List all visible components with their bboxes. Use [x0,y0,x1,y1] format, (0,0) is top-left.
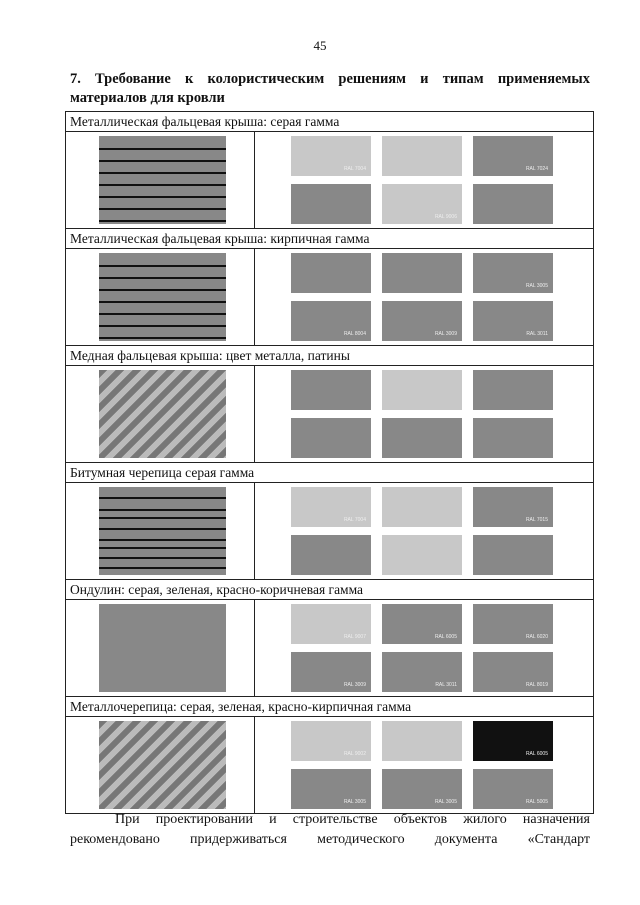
swatch-label: RAL 9006 [434,214,457,220]
color-swatch [382,253,462,293]
body-paragraph: При проектировании и строительстве объектов жилого назначения рекомендовано придерживаться методического документа «Стандарт [70,812,590,847]
swatch-label: RAL 7004 [343,517,366,523]
color-swatch [291,535,371,575]
swatch-label: RAL 3005 [434,799,457,805]
color-swatch [473,370,553,410]
swatch-label: RAL 3009 [434,331,457,337]
heading-line-2: материалов для кровли [70,90,225,106]
color-swatch [473,487,553,527]
color-swatch [382,604,462,644]
color-swatch [291,604,371,644]
row-caption: Битумная черепица серая гамма [66,463,594,483]
roof-sample-photo [99,136,226,224]
swatch-label: RAL 3011 [526,331,548,337]
swatch-label: RAL 5005 [525,799,548,805]
color-swatch [291,721,371,761]
roof-palette-table [65,111,594,814]
color-swatch [382,652,462,692]
swatch-label: RAL 3005 [343,799,366,805]
swatch-label: RAL 6005 [525,751,548,757]
swatch-label: RAL 9007 [343,634,366,640]
page-number: 45 [313,38,327,53]
swatch-label: RAL 7024 [525,166,548,172]
roof-sample-photo [99,487,226,575]
roof-sample-photo [99,370,226,458]
swatch-label: RAL 6020 [525,634,548,640]
swatch-label: RAL 3005 [525,283,548,289]
swatch-label: RAL 6005 [434,634,457,640]
color-swatch [291,370,371,410]
color-swatch [473,769,553,809]
color-swatch-grid [291,136,553,224]
swatch-label: RAL 8004 [343,331,366,337]
color-swatch [382,769,462,809]
color-swatch [382,301,462,341]
swatch-label: RAL 8019 [525,682,548,688]
color-swatch [473,535,553,575]
color-swatch [473,253,553,293]
color-swatch [473,301,553,341]
swatch-label: RAL 7004 [343,166,366,172]
color-swatch [291,487,371,527]
color-swatch [291,769,371,809]
color-swatch [473,418,553,458]
color-swatch-grid [291,604,553,692]
color-swatch-grid [291,370,553,458]
swatch-label: RAL 9002 [343,751,366,757]
color-swatch [291,418,371,458]
color-swatch [291,301,371,341]
color-swatch-grid [291,253,553,341]
section-heading [70,70,590,108]
color-swatch [291,184,371,224]
color-swatch [382,370,462,410]
swatch-label: RAL 3011 [435,682,457,688]
color-swatch-grid [291,721,553,809]
row-caption: Ондулин: серая, зеленая, красно-коричневая гамма [66,580,594,600]
color-swatch [382,721,462,761]
row-caption: Медная фальцевая крыша: цвет металла, патины [66,346,594,366]
color-swatch-grid [291,487,553,575]
color-swatch [473,184,553,224]
swatch-label: RAL 7015 [525,517,548,523]
color-swatch [473,652,553,692]
color-swatch [291,253,371,293]
color-swatch [473,136,553,176]
row-caption: Металлическая фальцевая крыша: серая гамма [66,112,594,132]
color-swatch [473,721,553,761]
color-swatch [382,136,462,176]
heading-line-1: 7. Требование к колористическим решениям и типам применяемых [70,71,590,87]
row-caption: Металлочерепица: серая, зеленая, красно-кирпичная гамма [66,697,594,717]
swatch-label: RAL 3009 [343,682,366,688]
color-swatch [382,535,462,575]
color-swatch [291,652,371,692]
color-swatch [473,604,553,644]
row-caption: Металлическая фальцевая крыша: кирпичная гамма [66,229,594,249]
roof-sample-photo [99,253,226,341]
roof-sample-photo [99,721,226,809]
color-swatch [291,136,371,176]
color-swatch [382,184,462,224]
color-swatch [382,487,462,527]
roof-sample-photo [99,604,226,692]
color-swatch [382,418,462,458]
